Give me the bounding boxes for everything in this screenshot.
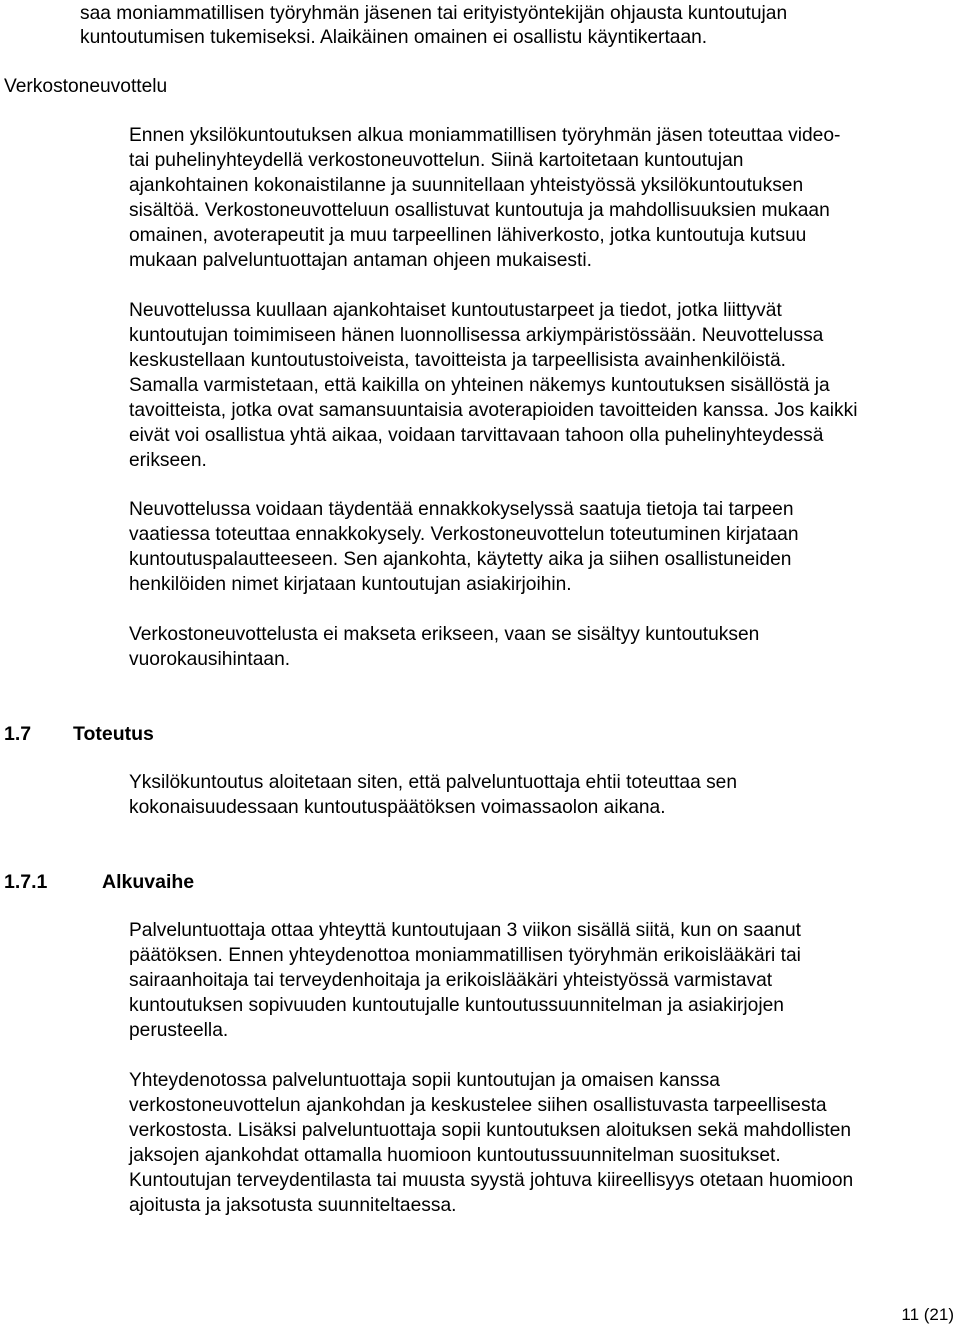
- paragraph-line: Palveluntuottaja ottaa yhteyttä kuntoutujaan 3 viikon sisällä siitä, kun on saanut: [129, 920, 801, 941]
- page-number: 11 (21): [901, 1305, 954, 1324]
- paragraph-line: mukaan palveluntuottajan antaman ohjeen mukaisesti.: [129, 250, 592, 271]
- paragraph-line: Verkostoneuvottelusta ei makseta erikseen, vaan se sisältyy kuntoutuksen: [129, 624, 760, 645]
- paragraph-line: Samalla varmistetaan, että kaikilla on yhteinen näkemys kuntoutuksen sisällöstä ja: [129, 375, 830, 396]
- intro-line: saa moniammatillisen työryhmän jäsenen tai erityistyöntekijän ohjausta kuntoutujan: [80, 3, 788, 24]
- paragraph-line: sisältöä. Verkostoneuvotteluun osallistuvat kuntoutuja ja mahdollisuuksien mukaan: [129, 200, 830, 221]
- paragraph-line: verkostosta. Lisäksi palveluntuottaja sopii kuntoutuksen aloituksen sekä mahdollisten: [129, 1120, 852, 1141]
- paragraph-line: tai puhelinyhteydellä verkostoneuvottelun. Siinä kartoitetaan kuntoutujan: [129, 150, 744, 171]
- paragraph-line: perusteella.: [129, 1020, 229, 1041]
- intro-line: kuntoutumisen tukemiseksi. Alaikäinen omainen ei osallistu käyntikertaan.: [80, 27, 708, 48]
- paragraph-line: tavoitteista, jotka ovat samansuuntaisia avoterapioiden tavoitteiden kanssa. Jos kaikki: [129, 400, 858, 421]
- paragraph-line: kuntoutujan toimimiseen hänen luonnollisessa arkiympäristössään. Neuvottelussa: [129, 325, 824, 346]
- subsection-number: 1.7.1: [4, 871, 48, 893]
- paragraph-line: Neuvottelussa kuullaan ajankohtaiset kuntoutustarpeet ja tiedot, jotka liittyvät: [129, 300, 782, 321]
- paragraph-line: päätöksen. Ennen yhteydenottoa moniammatillisen työryhmän erikoislääkäri tai: [129, 945, 801, 966]
- paragraph-line: Ennen yksilökuntoutuksen alkua moniammatillisen työryhmän jäsen toteuttaa video-: [129, 125, 841, 146]
- section-title: Toteutus: [73, 723, 154, 745]
- paragraph-line: ajankohtainen kokonaistilanne ja suunnitellaan yhteistyössä yksilökuntoutuksen: [129, 175, 804, 196]
- paragraph-line: jaksojen ajankohdat ottamalla huomioon kuntoutussuunnitelman suositukset.: [129, 1145, 781, 1166]
- subsection-title: Alkuvaihe: [102, 871, 195, 893]
- paragraph-line: Yksilökuntoutus aloitetaan siten, että palveluntuottaja ehtii toteuttaa sen: [129, 772, 738, 793]
- paragraph-line: vaatiessa toteuttaa ennakkokysely. Verkostoneuvottelun toteutuminen kirjataan: [129, 524, 799, 545]
- paragraph-line: Neuvottelussa voidaan täydentää ennakkokyselyssä saatuja tietoja tai tarpeen: [129, 499, 794, 520]
- paragraph-line: verkostoneuvottelun ajankohdan ja keskustelee siihen osallistuvasta tarpeellisesta: [129, 1095, 827, 1116]
- paragraph-line: ajoitusta ja jaksotusta suunniteltaessa.: [129, 1195, 457, 1216]
- paragraph-line: henkilöiden nimet kirjataan kuntoutujan asiakirjoihin.: [129, 574, 572, 595]
- paragraph-line: Yhteydenotossa palveluntuottaja sopii kuntoutujan ja omaisen kanssa: [129, 1070, 720, 1091]
- paragraph-line: keskustellaan kuntoutustoiveista, tavoitteista ja tarpeellisista avainhenkilöistä.: [129, 350, 787, 371]
- paragraph-line: kuntoutuksen sopivuuden kuntoutujalle kuntoutussuunnitelman ja asiakirjojen: [129, 995, 784, 1016]
- paragraph-line: erikseen.: [129, 450, 207, 471]
- paragraph-line: omainen, avoterapeutit ja muu tarpeellinen lähiverkosto, jotka kuntoutuja kutsuu: [129, 225, 807, 246]
- paragraph-line: kokonaisuudessaan kuntoutuspäätöksen voimassaolon aikana.: [129, 797, 666, 818]
- section-number: 1.7: [4, 723, 32, 745]
- paragraph-line: sairaanhoitaja tai terveydenhoitaja ja erikoislääkäri yhteistyössä varmistavat: [129, 970, 773, 991]
- section-label-verkostoneuvottelu: Verkostoneuvottelu: [4, 76, 168, 97]
- paragraph-line: Kuntoutujan terveydentilasta tai muusta syystä johtuva kiireellisyys otetaan huomioon: [129, 1170, 854, 1191]
- paragraph-line: kuntoutuspalautteeseen. Sen ajankohta, käytetty aika ja siihen osallistuneiden: [129, 549, 792, 570]
- paragraph-line: vuorokausihintaan.: [129, 649, 291, 670]
- paragraph-line: eivät voi osallistua yhtä aikaa, voidaan tarvittavaan tahoon olla puhelinyhteydessä: [129, 425, 824, 446]
